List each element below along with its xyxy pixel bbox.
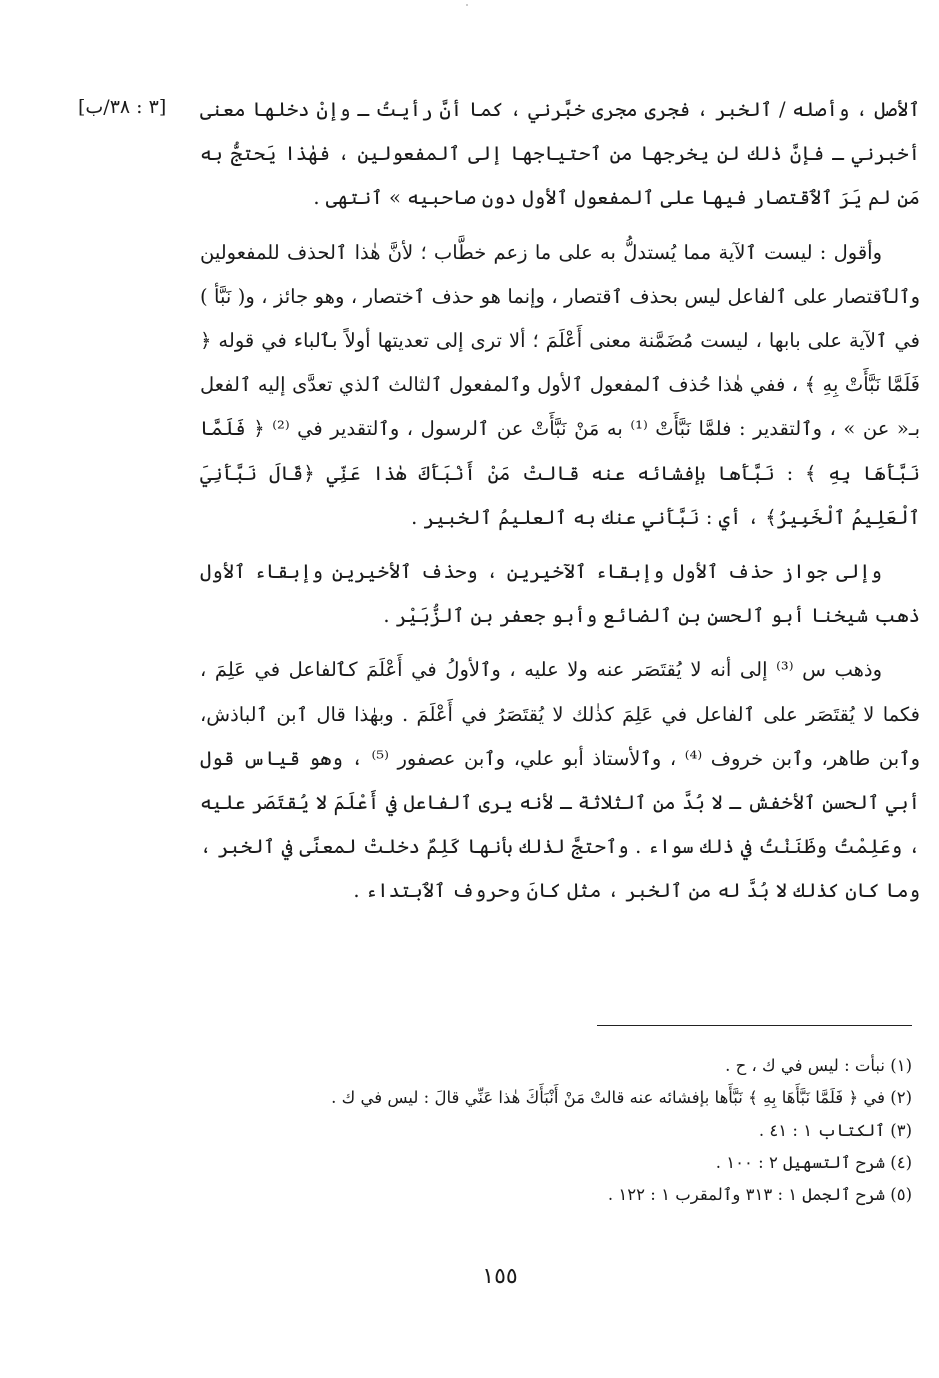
- margin-manuscript-reference: [٣ : ٣٨/ب]: [78, 96, 167, 118]
- footnote-3: (٣) ٱلكتاب ١ : ٤١ .: [758, 1120, 912, 1140]
- page-number: ١٥٥: [482, 1264, 518, 1289]
- paragraph-2: وأقول : ليست ٱلآية مما يُستدلُّ به على ما زعم خطَّاب ؛ لأنَّ هٰذا ٱلحذف للمفعولين وٱلٱقتصار على ٱلفاعل ليس بحذف ٱقتصار ، وإنما هو حذف ٱختصار ، وهو جائز ، و( نَبَّأ ) في ٱلآية على بابها ، ليست مُضَمَّنة معنى أَعْلَمَ ؛ ألا ترى إلى تعديتها أولاً بٱلباء في قوله ﴿ فَلَمَّا نَبَّأَتْ بِهِ ﴾ ، ففي هٰذا حُذف ٱلمفعول ٱلأول وٱلمفعول ٱلثالث ٱلذي تعدَّى إليه ٱلفعل بـ« عن » ، وٱلتقدير : فلمَّا نَبَّأَتْ ⁽¹⁾ به مَنْ نَبَّأَتْ عن ٱلرسول ، وٱلتقدير في ⁽²⁾ ﴿ فَلَمَّا نَبَّأَهَا بِهِ ﴾ : نَبَّأَها بإفشائه عنه قالتْ مَنْ أَنْبَأَكَ هٰذا عَنِّي ﴿قَالَ نَبَّأَنِيَ ٱلْعَلِيمُ ٱلْخَبِيرُ﴾ ، أي : نَبَّأَني عنك به ٱلعليمُ ٱلخبير .: [200, 240, 921, 529]
- main-text: [200, 88, 920, 914]
- scan-speck: [466, 4, 468, 6]
- footnote-4: (٤) شرح ٱلتسهيل ٢ : ١٠٠ .: [715, 1152, 912, 1172]
- footnotes: [200, 1050, 912, 1211]
- footnote-2: (٢) في ﴿ فَلَمَّا نَبَّأَهَا بِهِ ﴾ نَبَّأَها بإفشائه عنه قالتْ مَنْ أَنْبَأَكَ هٰذا عَنِّي قالَ : ليس في ك .: [331, 1088, 912, 1108]
- paragraph-4: وذهب س ⁽³⁾ إلى أنه لا يُقتَصَر عنه ولا عليه ، وٱلأولُ في أَعْلَمَ كٱلفاعل في عَلِمَ ، فكما لا يُقتَصَر على ٱلفاعل في عَلِمَ كذٰلك لا يُقتَصَرُ في أَعْلَمَ . وبهٰذا قال ٱبن ٱلباذش، وٱبن طاهر، وٱبن خروف ⁽⁴⁾ ، وٱلأستاذ أبو علي، وٱبن عصفور ⁽⁵⁾ ، وهو قياس قول أبي ٱلحسن ٱلأخفش ـ لا بُدَّ من ٱلثلاثة ـ لأنه يرى ٱلفاعل في أَعْلَمَ لا يُقتَصَر عليه ، وعَلِمْتُ وظَنَنْتُ في ذٰلك سواء . وٱحتجَّ لذٰلك بأنها كَلِمٌ دخلتْ لمعنًى في ٱلخبر ، وما كان كذٰلك لا بُدَّ له من ٱلخبر ، مثل كانَ وحروف ٱلٱبتداء .: [200, 658, 920, 903]
- footnote-separator: [597, 1025, 912, 1026]
- paragraph-3: وإلى جواز حذف ٱلأول وإبقاء ٱلآخيرين ، وحذف ٱلأخيرين وإبقاء ٱلأول ذهب شيخنا أبو ٱلحسن بن ٱلضائع وأبو جعفر بن ٱلزُّبَيْر .: [200, 560, 920, 628]
- paragraph-1: ٱلأصل ، وأصله / ٱلخبر ، فجرى مجرى خبَّرني ، كما أنَّ رأيتُ ـ وإنْ دخلها معنى أخبرني ـ فإنَّ ذٰلك لن يخرجها من ٱحتياجها إلى ٱلمفعولين ، فهٰذا يَحتجُّ به مَن لم يَرَ ٱلٱقتصار فيها على ٱلمفعول ٱلأول دون صاحبيه » ٱنتهى .: [200, 98, 920, 210]
- footnote-1: (١) نبأت : ليس في ك ، ح .: [725, 1056, 912, 1075]
- footnote-5: (٥) شرح ٱلجمل ١ : ٣١٣ وٱلمقرب ١ : ١٢٢ .: [607, 1185, 912, 1205]
